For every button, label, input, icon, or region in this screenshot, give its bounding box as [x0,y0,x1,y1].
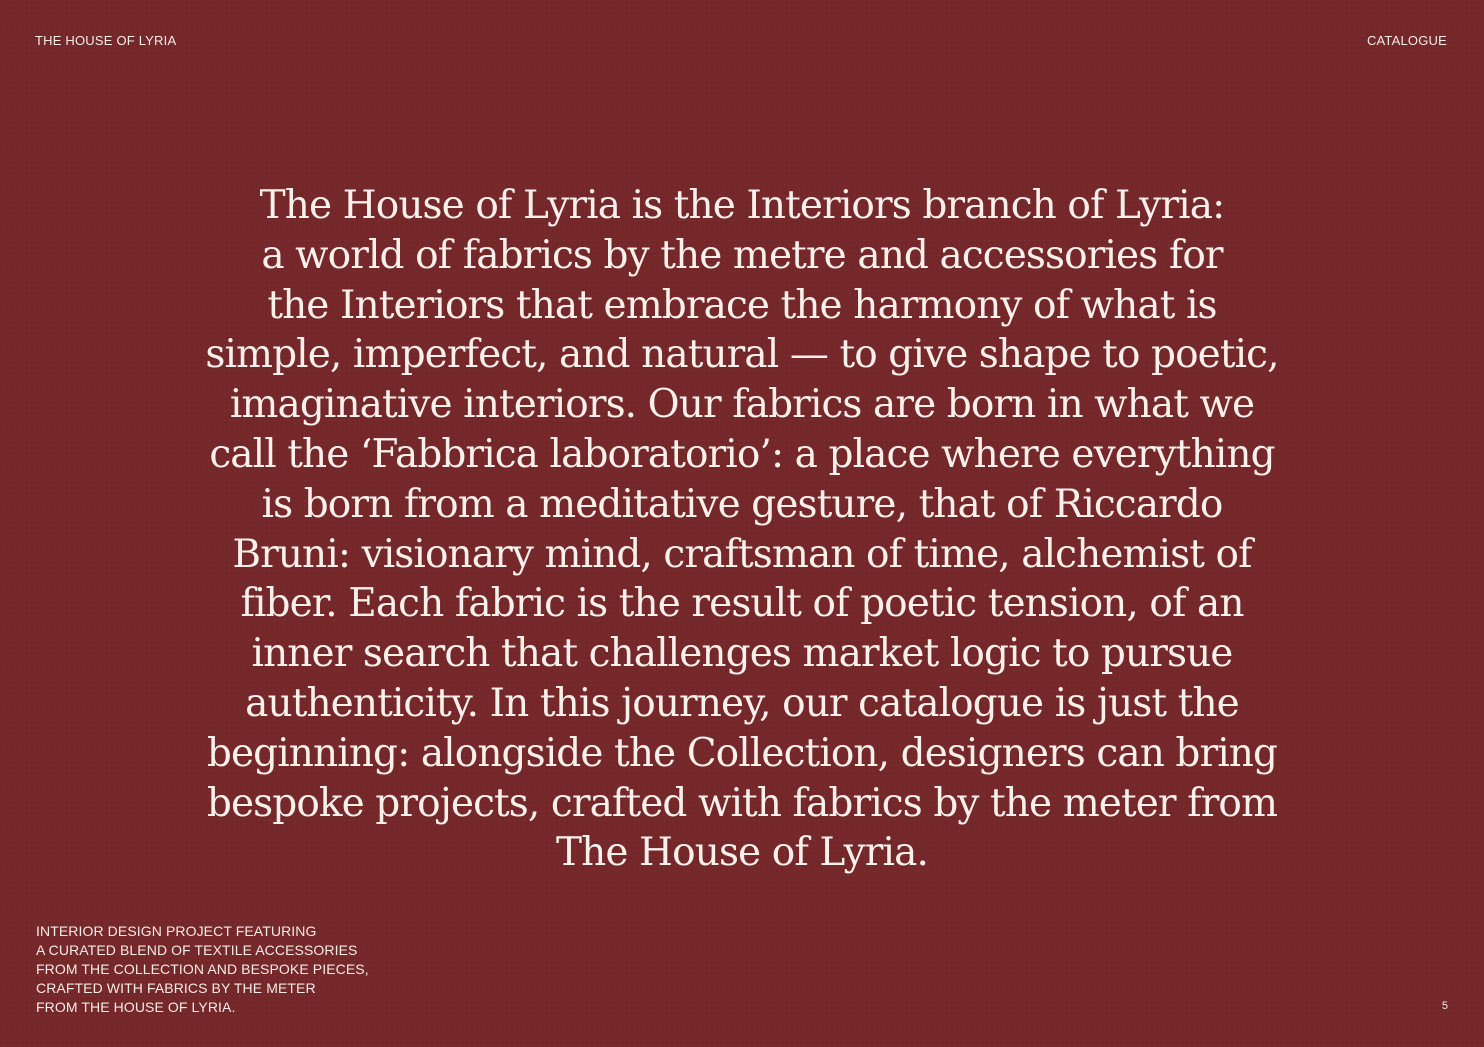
caption-line: A CURATED BLEND OF TEXTILE ACCESSORIES [36,942,358,958]
intro-line: The House of Lyria. [556,830,928,876]
intro-line: beginning: alongside the Collection, designers can bring [206,730,1278,776]
brand-label: THE HOUSE OF LYRIA [35,33,177,48]
section-label: CATALOGUE [1366,33,1447,48]
intro-line: bespoke projects, crafted with fabrics by the meter from [206,780,1278,826]
photo-caption [36,922,369,1017]
intro-line: imaginative interiors. Our fabrics are born in what we [229,382,1255,428]
intro-line: authenticity. In this journey, our catalogue is just the [245,680,1239,726]
intro-line: call the ‘Fabbrica laboratorio’: a place where everything [209,431,1275,477]
intro-line: a world of fabrics by the metre and accessories for [261,232,1223,278]
intro-line: inner search that challenges market logic to pursue [251,631,1233,677]
intro-paragraph [120,181,1364,878]
intro-line: The House of Lyria is the Interiors branch of Lyria: [259,183,1225,228]
intro-line: Bruni: visionary mind, craftsman of time, alchemist of [232,531,1252,577]
page-number: 5 [1441,1000,1448,1012]
caption-line: INTERIOR DESIGN PROJECT FEATURING [36,923,317,939]
caption-line: CRAFTED WITH FABRICS BY THE METER [36,980,316,996]
caption-line: FROM THE HOUSE OF LYRIA. [36,999,236,1015]
caption-line: FROM THE COLLECTION AND BESPOKE PIECES, [36,961,369,977]
intro-line: is born from a meditative gesture, that of Riccardo [261,481,1223,527]
intro-line: the Interiors that embrace the harmony of what is [267,282,1217,328]
intro-line: simple, imperfect, and natural — to give shape to poetic, [205,332,1279,378]
intro-line: fiber. Each fabric is the result of poetic tension, of an [240,581,1244,627]
